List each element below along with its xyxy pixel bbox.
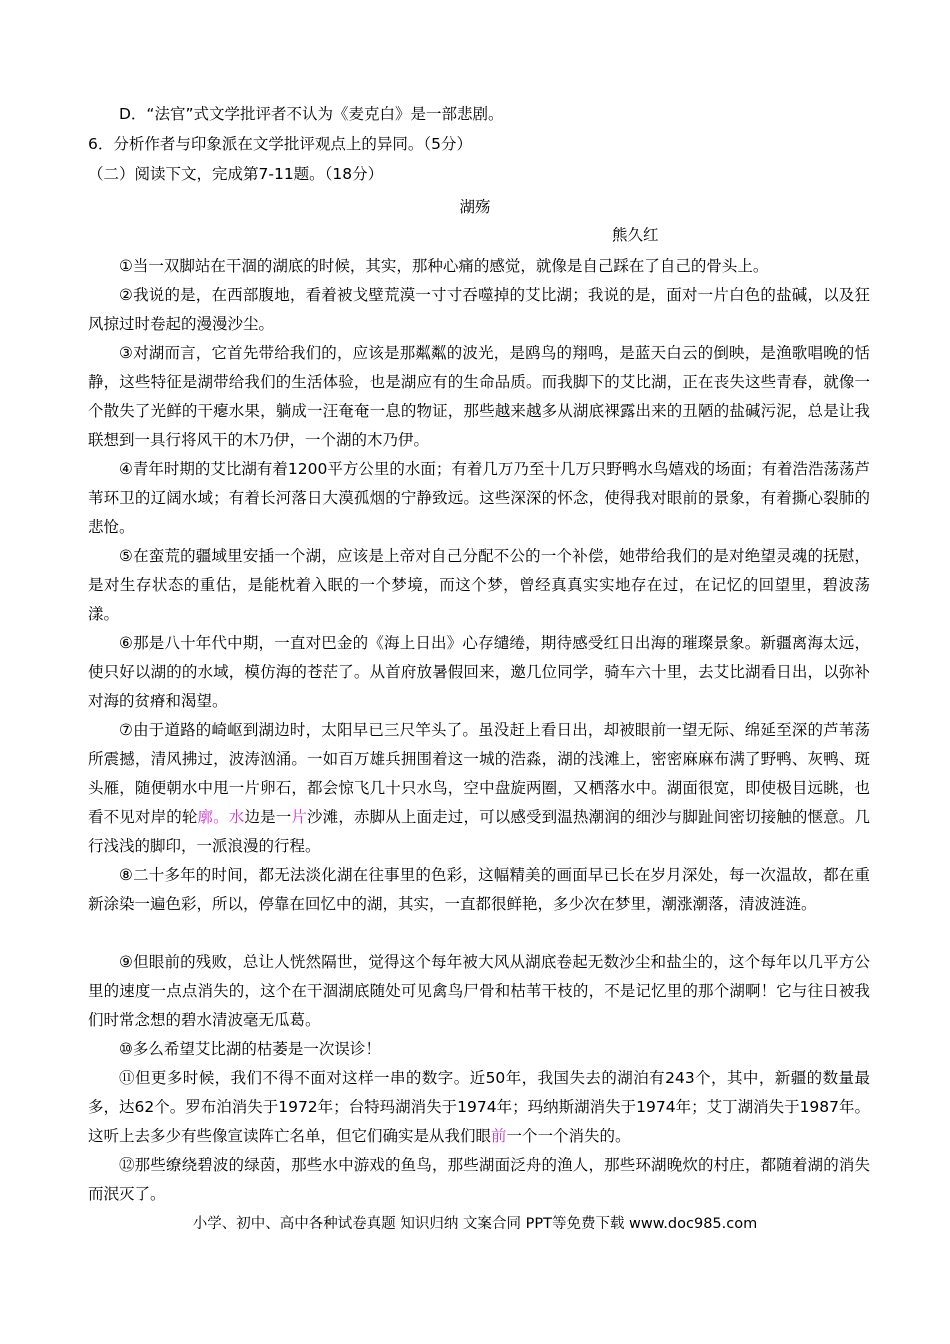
paragraph-7-text-a: ⑦由于道路的崎岖到湖边时，太阳早已三尺竿头了。虽没赶上看日出，却被眼前一望无际、绵延至深的芦苇荡所震撼，清风拂过，波涛汹涌。一如百万雄兵拥围着这一城的浩淼，湖的浅滩上，密密麻麻布满了野鸭、灰鸭、斑头雁，随便朝水中甩一片卵石，都会惊飞几十只水鸟，空中盘旋两圈，又栖落水中。湖面很宽，即使极目远眺，也看不见对岸的轮 <box>88 721 870 826</box>
paragraph-11-text-a: ⑪但更多时候，我们不得不面对这样一串的数字。近50年，我国失去的湖泊有243个，其中，新疆的数量最多，达62个。罗布泊消失于1972年；台特玛湖消失于1974年；玛纳斯湖消失于1974年；艾丁湖消失于1987年。这听上去多少有些像宣读阵亡名单，但它们确实是从我们眼 <box>88 1069 871 1145</box>
paragraph-2: ②我说的是，在西部腹地，看着被戈壁荒漠一寸寸吞噬掉的艾比湖；我说的是，面对一片白色的盐碱，以及狂风掠过时卷起的漫漫沙尘。 <box>88 286 870 333</box>
paragraph-4: ④青年时期的艾比湖有着1200平方公里的水面；有着几万乃至十几万只野鸭水鸟嬉戏的场面；有着浩浩荡荡芦苇环卫的辽阔水域；有着长河落日大漠孤烟的宁静致远。这些深深的怀念，使得我对眼前的景象，有着撕心裂肺的悲怆。 <box>88 460 870 536</box>
section-2-heading: （二）阅读下文，完成第7-11题。（18分） <box>88 165 384 183</box>
paragraph-6: ⑥那是八十年代中期，一直对巴金的《海上日出》心存缱绻，期待感受红日出海的璀璨景象。新疆离海太远，使只好以湖的的水域，模仿海的苍茫了。从首府放暑假回来，邀几位同学，骑车六十里，去艾比湖看日出，以弥补对海的贫瘠和渴望。 <box>88 634 870 710</box>
paragraph-11-text-b: 一个一个消失的。 <box>506 1127 631 1145</box>
paragraph-7-text-b: 边是一 <box>244 808 292 826</box>
paragraph-11 <box>88 1064 870 1151</box>
paragraph-11-highlight: 前 <box>491 1127 507 1145</box>
footer-banner: 小学、初中、高中各种试卷真题 知识归纳 文案合同 PPT等免费下载 www.doc985.com <box>192 1216 758 1232</box>
question-6: 6．分析作者与印象派在文学批评观点上的异同。（5分） <box>88 135 472 153</box>
paragraph-9: ⑨但眼前的残败，总让人恍然隔世，觉得这个每年被大风从湖底卷起无数沙尘和盐尘的，这个每年以几平方公里的速度一点点消失的，这个在干涸湖底随处可见禽鸟尸骨和枯苇干枝的，不是记忆里的那个湖啊！它与往日被我们时常念想的碧水清波毫无瓜葛。 <box>88 953 870 1029</box>
paragraph-7-highlight-a: 廓。水 <box>197 808 245 826</box>
paragraph-7-text-c: 沙滩，赤脚从上面走过，可以感受到温热潮润的细沙与脚趾间密切接触的惬意。几行浅浅的脚印，一派浪漫的行程。 <box>88 808 870 855</box>
paragraph-10: ⑩多么希望艾比湖的枯萎是一次误诊！ <box>119 1040 381 1058</box>
paragraph-7-highlight-b: 片 <box>291 808 308 826</box>
paragraph-5: ⑤在蛮荒的疆域里安插一个湖，应该是上帝对自己分配不公的一个补偿，她带给我们的是对绝望灵魂的抚慰，是对生存状态的重估，是能枕着入眠的一个梦境，而这个梦，曾经真真实实地存在过，在记忆的回望里，碧波荡漾。 <box>88 547 870 623</box>
paragraph-7 <box>88 716 870 861</box>
question-option-d: D．“法官”式文学批评者不认为《麦克白》是一部悲剧。 <box>119 105 504 123</box>
paragraph-3: ③对湖而言，它首先带给我们的，应该是那粼粼的波光，是鸥鸟的翔鸣，是蓝天白云的倒映，是渔歌唱晚的恬静，这些特征是湖带给我们的生活体验，也是湖应有的生命品质。而我脚下的艾比湖，正在丧失这些青春，就像一个散失了光鲜的干瘪水果，躺成一汪奄奄一息的物证，那些越来越多从湖底裸露出来的丑陋的盐碱污泥，总是让我联想到一具行将风干的木乃伊，一个湖的木乃伊。 <box>88 344 870 449</box>
paragraph-1: ①当一双脚站在干涸的湖底的时候，其实，那种心痛的感觉，就像是自己踩在了自己的骨头上。 <box>119 257 769 275</box>
paragraph-12: ⑫那些缭绕碧波的绿茵，那些水中游戏的鱼鸟，那些湖面泛舟的渔人，那些环湖晚炊的村庄，都随着湖的消失而泯灭了。 <box>88 1156 870 1203</box>
paragraph-8: ⑧二十多年的时间，都无法淡化湖在往事里的色彩，这幅精美的画面早已长在岁月深处，每一次温故，都在重新涂染一遍色彩，所以，停靠在回忆中的湖，其实，一直都很鲜艳，多少次在梦里，潮涨潮落，清波涟涟。 <box>88 866 870 913</box>
article-author: 熊久红 <box>612 226 659 244</box>
article-title: 湖殇 <box>459 198 491 216</box>
